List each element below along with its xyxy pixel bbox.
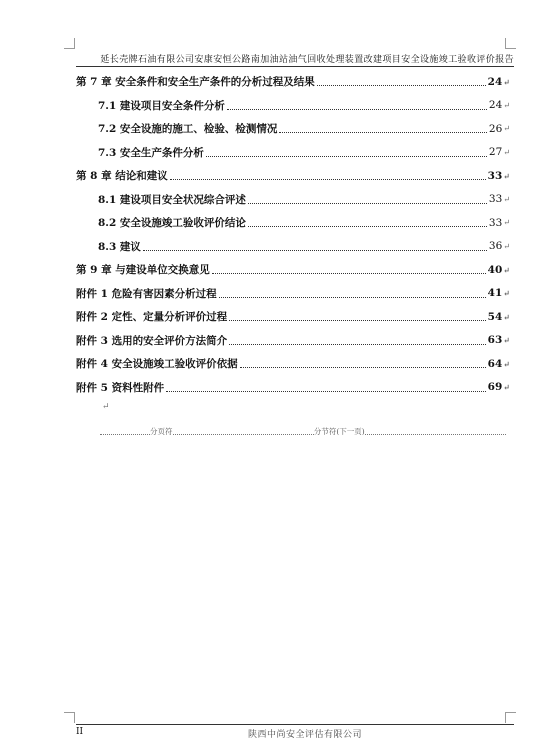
toc-leader-dots bbox=[248, 195, 487, 204]
toc-entry[interactable] bbox=[76, 141, 510, 165]
toc-entry-label: 第 9 章 与建设单位交换意见 bbox=[76, 264, 210, 277]
table-of-contents bbox=[76, 70, 510, 399]
footer-company: 陕西中尚安全评估有限公司 bbox=[248, 730, 363, 740]
toc-entry-label: 附件 2 定性、定量分析评价过程 bbox=[76, 311, 228, 324]
page-break-label: 分页符 bbox=[150, 427, 173, 436]
toc-entry[interactable] bbox=[76, 282, 510, 306]
toc-entry-label: 8.3 建议 bbox=[98, 240, 141, 253]
toc-entry[interactable] bbox=[76, 117, 510, 141]
toc-entry[interactable] bbox=[76, 188, 510, 212]
crop-mark-bottom-right bbox=[505, 712, 516, 723]
toc-leader-dots bbox=[170, 171, 486, 180]
paragraph-mark: ↵ bbox=[503, 76, 510, 87]
toc-entry-label: 附件 1 危险有害因素分析过程 bbox=[76, 287, 217, 300]
toc-entry[interactable] bbox=[76, 258, 510, 282]
toc-entry-page: 33 bbox=[488, 216, 503, 229]
paragraph-mark: ↵ bbox=[503, 218, 510, 228]
toc-entry[interactable] bbox=[76, 70, 510, 94]
toc-entry-page: 63 bbox=[487, 334, 503, 347]
paragraph-mark: ↵ bbox=[503, 264, 510, 275]
toc-entry-page: 24 bbox=[487, 75, 503, 88]
toc-leader-dots bbox=[229, 312, 486, 321]
toc-entry-page: 64 bbox=[487, 357, 503, 370]
paragraph-mark: ↵ bbox=[503, 335, 510, 346]
toc-entry-label: 7.2 安全设施的施工、检验、检测情况 bbox=[98, 123, 278, 136]
crop-mark-bottom-left bbox=[64, 712, 75, 723]
paragraph-mark: ↵ bbox=[102, 402, 110, 412]
toc-entry-label: 8.1 建设项目安全状况综合评述 bbox=[98, 193, 246, 206]
paragraph-mark: ↵ bbox=[503, 170, 510, 181]
toc-leader-dots bbox=[248, 218, 487, 227]
toc-entry-page: 69 bbox=[487, 381, 503, 394]
toc-entry[interactable] bbox=[76, 211, 510, 235]
paragraph-mark: ↵ bbox=[503, 124, 510, 134]
toc-entry-page: 26 bbox=[488, 122, 503, 135]
toc-leader-dots bbox=[143, 242, 487, 251]
toc-leader-dots bbox=[212, 265, 486, 274]
paragraph-mark: ↵ bbox=[503, 194, 510, 204]
crop-mark-top-left bbox=[64, 38, 75, 49]
toc-entry-label: 7.1 建设项目安全条件分析 bbox=[98, 99, 225, 112]
toc-leader-dots bbox=[206, 148, 487, 157]
paragraph-mark: ↵ bbox=[503, 288, 510, 299]
toc-entry[interactable] bbox=[76, 376, 510, 400]
toc-entry[interactable] bbox=[76, 164, 510, 188]
section-break bbox=[100, 426, 506, 437]
toc-leader-dots bbox=[240, 359, 486, 368]
toc-entry-page: 33 bbox=[488, 193, 503, 206]
section-break-label: 分节符(下一页) bbox=[313, 427, 365, 436]
toc-entry-page: 24 bbox=[488, 99, 503, 112]
toc-entry-label: 第 7 章 安全条件和安全生产条件的分析过程及结果 bbox=[76, 76, 315, 89]
toc-entry-label: 7.3 安全生产条件分析 bbox=[98, 146, 204, 159]
toc-leader-dots bbox=[279, 124, 486, 133]
page-number: II bbox=[76, 727, 84, 737]
toc-leader-dots bbox=[166, 383, 486, 392]
paragraph-mark: ↵ bbox=[503, 382, 510, 393]
toc-leader-dots bbox=[227, 101, 487, 110]
paragraph-mark: ↵ bbox=[503, 311, 510, 322]
page-header: 延长壳牌石油有限公司安康安恒公路南加油站油气回收处理装置改建项目安全设施竣工验收评价报告 bbox=[76, 52, 514, 67]
toc-entry-page: 54 bbox=[487, 310, 503, 323]
toc-entry[interactable] bbox=[76, 329, 510, 353]
toc-leader-dots bbox=[229, 336, 486, 345]
toc-entry-label: 8.2 安全设施竣工验收评价结论 bbox=[98, 217, 246, 230]
toc-entry-page: 41 bbox=[487, 287, 503, 300]
toc-entry-label: 第 8 章 结论和建议 bbox=[76, 170, 168, 183]
toc-leader-dots bbox=[317, 77, 486, 86]
toc-entry[interactable] bbox=[76, 352, 510, 376]
paragraph-mark: ↵ bbox=[503, 100, 510, 110]
toc-entry-page: 27 bbox=[488, 146, 503, 159]
toc-entry-page: 33 bbox=[487, 169, 503, 182]
paragraph-mark: ↵ bbox=[503, 358, 510, 369]
toc-entry-label: 附件 4 安全设施竣工验收评价依据 bbox=[76, 358, 238, 371]
toc-entry-label: 附件 5 资料性附件 bbox=[76, 381, 165, 394]
toc-leader-dots bbox=[219, 289, 486, 298]
crop-mark-top-right bbox=[505, 38, 516, 49]
toc-entry[interactable] bbox=[76, 305, 510, 329]
paragraph-mark: ↵ bbox=[503, 147, 510, 157]
paragraph-mark: ↵ bbox=[503, 241, 510, 251]
toc-entry-label: 附件 3 选用的安全评价方法简介 bbox=[76, 334, 228, 347]
page-footer bbox=[76, 724, 514, 739]
toc-entry-page: 36 bbox=[488, 240, 503, 253]
toc-entry[interactable] bbox=[76, 94, 510, 118]
toc-entry-page: 40 bbox=[487, 263, 503, 276]
toc-entry[interactable] bbox=[76, 235, 510, 259]
